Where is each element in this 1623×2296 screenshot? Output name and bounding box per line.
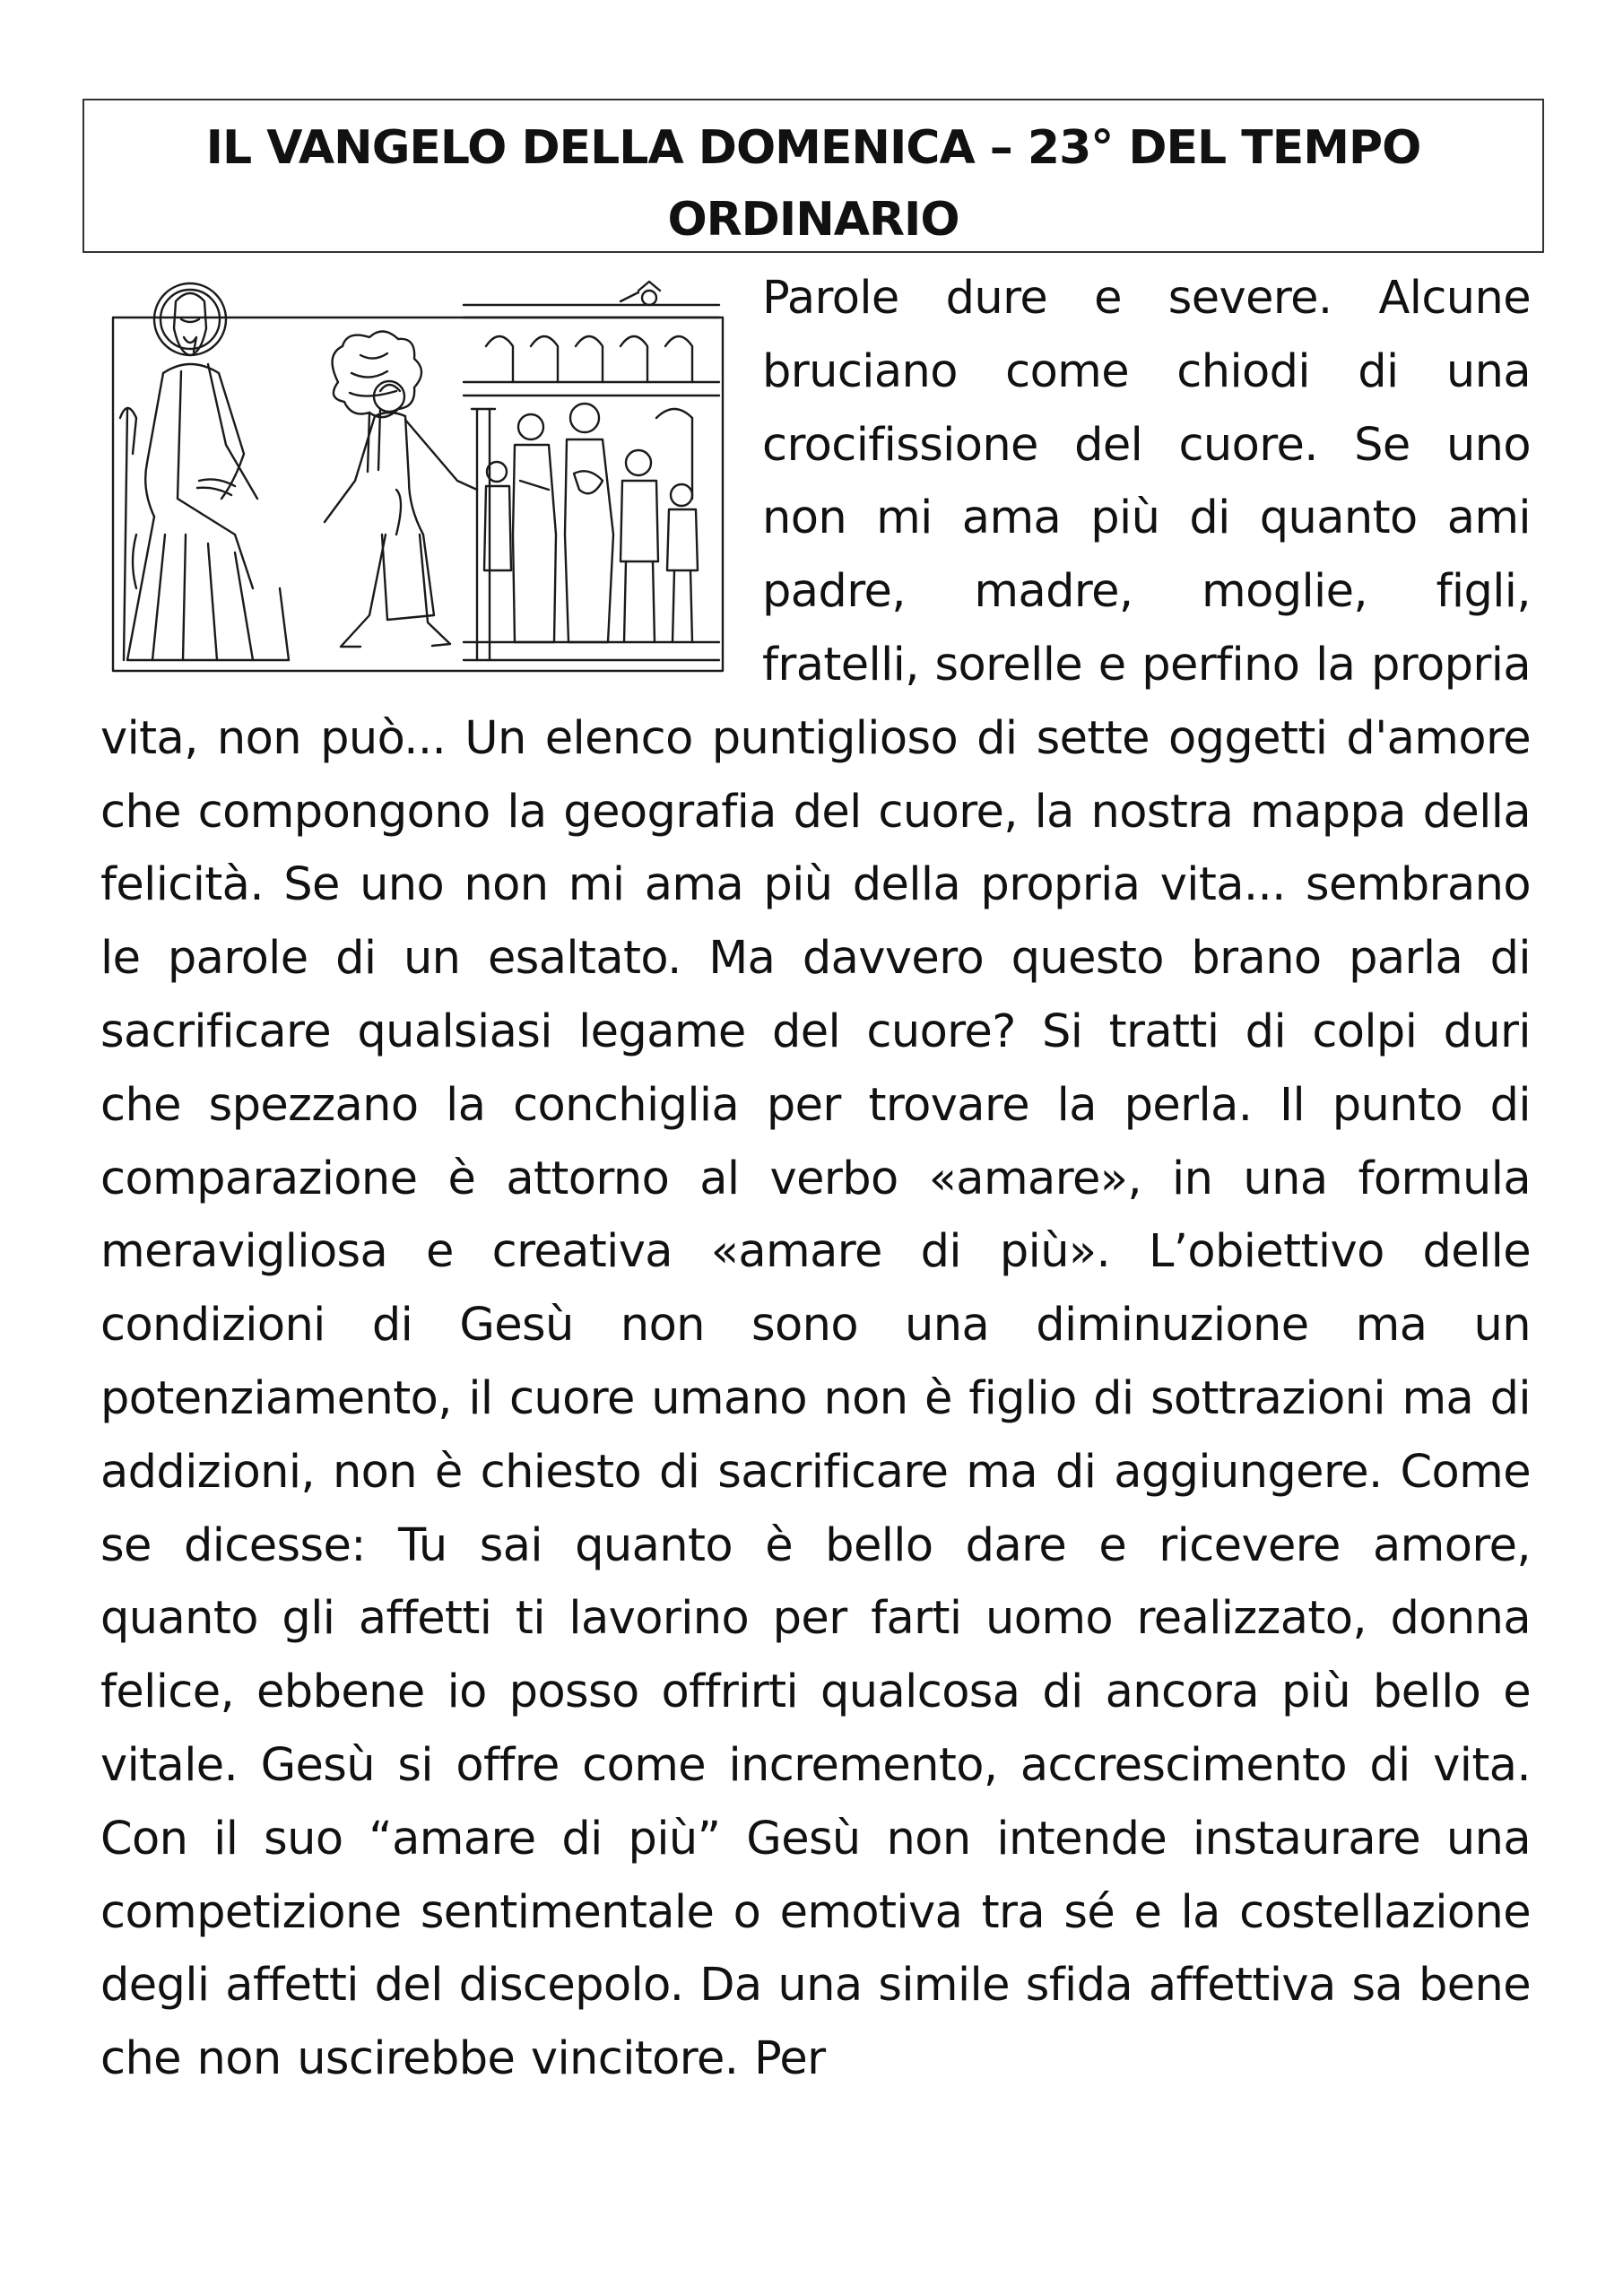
family-group-icon [484, 404, 698, 642]
title-line-2: ORDINARIO [667, 193, 959, 247]
page-title [84, 100, 1542, 256]
title-line-1: IL VANGELO DELLA DOMENICA – 23° DEL TEMPO [205, 121, 1421, 175]
gospel-scene-illustration-icon [100, 265, 728, 674]
christ-figure-icon [120, 283, 289, 660]
building-icon [464, 282, 719, 660]
title-box [82, 99, 1544, 253]
article [100, 262, 1531, 2096]
young-man-icon [325, 381, 477, 647]
gospel-commentary-text: Parole dure e severe. Alcune bruciano come chiodi di una crocifissione del cuore. Se uno non mi ama più di quanto ami padre, madre, moglie, figli, fratelli, sorelle e perfino la propria vita, non può... Un elenco puntiglioso di sette oggetti d'amore che compongono la geografia del cuore, la nostra mappa della felicità. Se uno non mi ama più della propria vita... sembrano le parole di un esaltato. Ma davvero questo brano parla di sacrificare qualsiasi legame del cuore? Si tratti di colpi duri che spezzano la conchiglia per trovare la perla. Il punto di comparazione è attorno al verbo «amare», in una formula meravigliosa e creativa «amare di più». L’obiettivo delle condizioni di Gesù non sono una diminuzione ma un potenziamento, il cuore umano non è figlio di sottrazioni ma di addizioni, non è chiesto di sacrificare ma di aggiungere. Come se dicesse: Tu sai quanto è bello dare e ricevere amore, quanto gli affetti ti lavorino per farti uomo realizzato, donna felice, ebbene io posso offrirti qualcosa di ancora più bello e vitale. Gesù si offre come incremento, accrescimento di vita. Con il suo “amare di più” Gesù non intende instaurare una competizione sentimentale o emotiva tra sé e la costellazione degli affetti del discepolo. Da una simile sfida affettiva sa bene che non uscirebbe vincitore. Per [100, 272, 1531, 2086]
